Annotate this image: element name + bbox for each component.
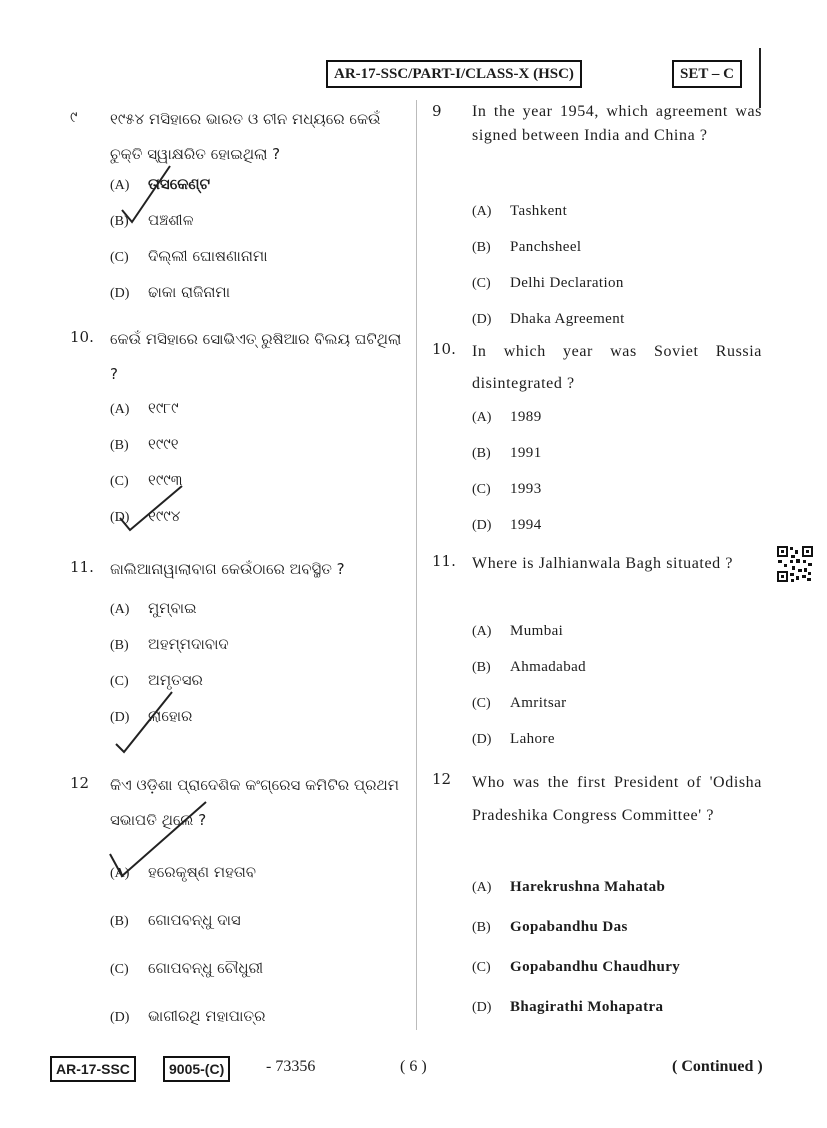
option-text: ଢାକା ରାଜିନାମା [148,283,231,301]
option-c [472,264,762,300]
option-c [110,944,405,992]
check-mark-icon [106,796,216,882]
option-label: (A) [110,866,130,881]
question-number: 11. [432,552,456,570]
option-label: (D) [472,732,492,747]
check-mark-icon [116,478,196,538]
option-label: (A) [472,624,492,639]
option-a [472,866,762,906]
question-number: 10. [432,340,456,358]
option-text: ଅମୃତସର [148,671,203,689]
option-label: (C) [472,482,491,497]
option-label: (D) [110,710,130,725]
question-text: କିଏ ଓଡ଼ିଶା ପ୍ରାଦେଶିକ କଂଗ୍ରେସ କମିଟିର ପ୍ରଥମ ସଭାପତି ଥିଲେ ? [110,776,399,829]
option-text: ପଞ୍ଚଶୀଳ [148,211,194,229]
option-text: Ahmadabad [510,659,587,675]
option-text: ଲାହୋର [148,707,193,725]
option-label: (D) [472,518,492,533]
question-text: Where is Jalhianwala Bagh situated ? [472,555,734,572]
option-d [110,992,405,1040]
option-label: (A) [110,602,130,617]
check-mark-icon [112,686,192,756]
question-number: 12 [432,770,452,788]
set-label: SET – C [672,60,742,88]
booklet-code: 9005-(C) [163,1056,230,1082]
option-label: (A) [110,178,130,193]
page-number: ( 6 ) [400,1058,427,1075]
qr-code-icon [776,545,814,583]
option-c [472,684,762,720]
option-a [110,390,405,426]
option-label: (D) [110,510,130,525]
option-label: (B) [110,914,129,929]
option-text: ଗୋପବନ୍ଧୁ ଚୌଧୁରୀ [148,959,264,977]
option-label: (B) [472,240,491,255]
option-label: (D) [472,312,492,327]
paper-code-header: AR-17-SSC/PART-I/CLASS-X (HSC) [326,60,582,88]
option-c [472,946,762,986]
option-d [110,274,405,310]
option-text: ଦିଲ୍ଲୀ ଘୋଷଣାନାମା [148,247,268,265]
option-label: (B) [110,638,129,653]
footer-code: AR-17-SSC [50,1056,136,1082]
question-number: 9 [432,102,442,120]
option-text: ୧୯୯୪ [148,507,181,525]
question-text: In the year 1954, which agreement was signed between India and China ? [472,103,762,144]
option-a [472,398,762,434]
column-divider [416,100,417,1030]
option-text: ୧୯୯୧ [148,435,179,453]
option-b [110,896,405,944]
option-text: Mumbai [510,623,564,639]
option-label: (A) [472,204,492,219]
option-label: (C) [472,276,491,291]
option-label: (D) [472,1000,492,1015]
question-text: କେଉଁ ମସିହାରେ ସୋଭିଏତ୍ ରୁଷିଆର ବିଲୟ ଘଟିଥିଲା ? [110,330,402,383]
option-label: (B) [472,446,491,461]
option-text: 1994 [510,517,542,533]
option-label: (C) [110,962,129,977]
option-text: Tashkent [510,203,568,219]
option-c [472,470,762,506]
option-label: (A) [472,880,492,895]
question-number: 10. [70,328,94,346]
option-label: (A) [110,402,130,417]
option-label: (C) [472,696,491,711]
option-text: ମୁମ୍ବାଇ [148,599,197,617]
option-label: (B) [110,438,129,453]
option-d [472,300,762,336]
option-b [110,626,405,662]
option-label: (C) [472,960,491,975]
option-label: (C) [110,474,129,489]
option-text: 1993 [510,481,542,497]
option-text: Gopabandhu Chaudhury [510,959,681,975]
option-label: (C) [110,674,129,689]
option-d [472,986,762,1026]
margin-rule [759,48,761,108]
option-text: Dhaka Agreement [510,311,625,327]
question-text: ଜାଲିଆନାୱାଲାବାଗ କେଉଁଠାରେ ଅବସ୍ଥିତ ? [110,560,345,578]
option-label: (D) [110,1010,130,1025]
option-label: (B) [110,214,129,229]
option-a [110,590,405,626]
serial-number: - 73356 [266,1058,316,1075]
option-a [472,612,762,648]
question-text: ୧୯୫୪ ମସିହାରେ ଭାରତ ଓ ଚୀନ ମଧ୍ୟରେ କେଉଁ ଚୁକ୍ତି ସ୍ୱାକ୍ଷରିତ ହୋଇଥିଲା ? [110,110,381,163]
option-b [472,228,762,264]
option-text: 1989 [510,409,542,425]
option-text: ହରେକୃଷ୍ଣ ମହତାବ [148,863,257,881]
option-text: Delhi Declaration [510,275,624,291]
option-text: Gopabandhu Das [510,919,628,935]
option-text: Lahore [510,731,555,747]
option-text: ଗୋପବନ୍ଧୁ ଦାସ [148,911,241,929]
option-label: (C) [110,250,129,265]
option-b [110,426,405,462]
option-b [472,434,762,470]
option-d [472,506,762,542]
option-text: Amritsar [510,695,567,711]
check-mark-icon [118,160,178,230]
option-text: Panchsheel [510,239,582,255]
option-d [472,720,762,756]
question-text: In which year was Soviet Russia disintegrated ? [472,343,762,392]
option-text: ୧୯୮୯ [148,399,179,417]
question-number: ୯ [70,108,78,126]
option-text: Harekrushna Mahatab [510,879,666,895]
option-text: ୧୯୯୩ [148,471,183,489]
option-text: ଭାଗୀରଥି ମହାପାତ୍ର [148,1007,266,1025]
option-text: 1991 [510,445,542,461]
option-label: (B) [472,660,491,675]
option-a [472,192,762,228]
option-label: (A) [472,410,492,425]
option-label: (D) [110,286,130,301]
option-b [472,906,762,946]
question-text: Who was the first President of 'Odisha Pradeshika Congress Committee' ? [472,774,762,824]
option-text: Bhagirathi Mohapatra [510,999,664,1015]
question-number: 11. [70,558,94,576]
option-text: ଅହମ୍ମଦାବାଦ [148,635,229,653]
question-number: 12 [70,774,90,792]
option-b [472,648,762,684]
option-c [110,238,405,274]
option-label: (B) [472,920,491,935]
continued-label: ( Continued ) [672,1058,763,1075]
option-text: ତାସକେଣ୍ଟ [148,175,211,193]
